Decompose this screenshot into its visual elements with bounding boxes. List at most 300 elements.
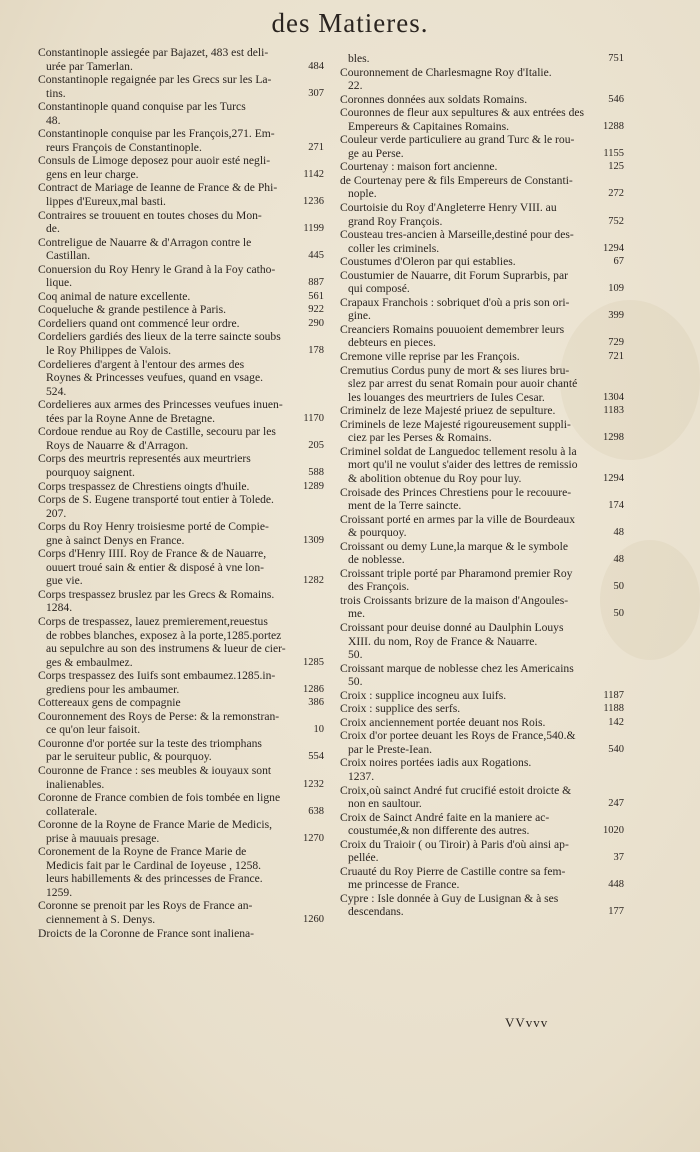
index-line xyxy=(38,466,324,480)
index-line xyxy=(340,350,624,364)
page-reference: 386 xyxy=(308,697,324,709)
entry-text: Creanciers Romains pouuoient demembrer leurs xyxy=(340,322,565,336)
entry-text: me princesse de France. xyxy=(348,878,460,892)
entry-text: Couronnement de Charlesmagne Roy d'Italie. xyxy=(340,65,552,79)
entry-text: Corps des meurtris representés aux meurtriers xyxy=(38,452,251,466)
index-line xyxy=(340,174,624,188)
index-line xyxy=(38,520,324,534)
entry-text: ciennement à S. Denys. xyxy=(46,913,156,926)
entry-text: Consuls de Limoge deposez pour auoir esté negli- xyxy=(38,154,271,168)
page-reference: 48 xyxy=(613,554,624,566)
index-line xyxy=(38,168,324,182)
index-line xyxy=(38,398,324,412)
entry-text: ge au Perse. xyxy=(348,146,404,160)
index-line xyxy=(38,385,324,399)
entry-text: de robbes blanches, exposez à la porte,1285.portez xyxy=(46,628,282,642)
index-line xyxy=(340,553,624,567)
entry-text: Droicts de la Coronne de France sont inaliena- xyxy=(38,926,255,940)
index-line xyxy=(38,683,324,697)
entry-text: XIII. du nom, Roy de France & Nauarre. xyxy=(348,634,538,648)
index-line xyxy=(38,46,324,60)
entry-text: Cordeliers gardiés des lieux de la terre saincte soubs xyxy=(38,330,281,344)
entry-text: Coronnes données aux soldats Romains. xyxy=(340,92,528,106)
index-line xyxy=(38,561,324,575)
entry-text: Cruauté du Roy Pierre de Castille contre sa fem- xyxy=(340,864,566,878)
index-line xyxy=(340,296,624,310)
entry-text: les louanges des meurtriers de Iules Cesar. xyxy=(348,390,545,404)
index-line xyxy=(38,236,324,250)
index-line xyxy=(340,892,624,906)
entry-text: Coustumes d'Oleron par qui establies. xyxy=(340,255,516,269)
index-line xyxy=(38,100,324,114)
entry-text: Conuersion du Roy Henry le Grand à la Foy catho- xyxy=(38,262,276,276)
index-line xyxy=(340,824,624,838)
page-reference: 1298 xyxy=(603,432,624,444)
entry-text: Contreligue de Nauarre & d'Arragon contre le xyxy=(38,235,252,249)
entry-text: Croix : supplice incogneu aux Iuifs. xyxy=(340,688,507,702)
page-reference: 1286 xyxy=(303,683,324,695)
entry-text: inalienables. xyxy=(46,777,105,791)
entry-text: leurs habillements & des princesses de France. xyxy=(46,872,263,886)
page-reference: 177 xyxy=(608,906,624,918)
entry-text: Cottereaux gens de compagnie xyxy=(38,696,181,710)
entry-text: Constantinople assiegée par Bajazet, 483 est deli- xyxy=(38,46,269,59)
index-line xyxy=(340,567,624,581)
entry-text: pellée. xyxy=(348,851,379,865)
entry-text: 1259. xyxy=(46,885,73,899)
entry-text: collaterale. xyxy=(46,804,98,818)
page-reference: 1232 xyxy=(303,778,324,790)
entry-text: Couronnes de fleur aux sepultures & aux entrées des xyxy=(340,106,585,120)
entry-text: gne à sainct Denys en France. xyxy=(46,533,185,547)
page-reference: 1270 xyxy=(303,832,324,844)
entry-text: Courtenay : maison fort ancienne. xyxy=(340,160,498,174)
index-line xyxy=(38,737,324,751)
index-line xyxy=(340,756,624,770)
entry-text: prise à mauuais presage. xyxy=(46,831,160,845)
index-line xyxy=(38,872,324,886)
index-line xyxy=(340,269,624,283)
index-line xyxy=(340,838,624,852)
entry-text: Croissant marque de noblesse chez les Americains xyxy=(340,661,574,675)
entry-text: Coustumier de Nauarre, dit Forum Suprarbis, par xyxy=(340,268,568,282)
entry-text: Croissant triple porté par Pharamond premier Roy xyxy=(340,566,573,580)
entry-text: Cordelieres d'argent à l'entour des armes des xyxy=(38,357,245,371)
index-line xyxy=(38,371,324,385)
entry-text: Couronnement des Roys de Perse: & la remonstran- xyxy=(38,709,280,723)
entry-text: 22. xyxy=(348,79,363,93)
index-line xyxy=(340,662,624,676)
page-reference: 1289 xyxy=(303,480,324,492)
entry-text: Corps du Roy Henry troisiesme porté de Compie- xyxy=(38,520,269,534)
page-reference: 1188 xyxy=(603,703,624,715)
index-line xyxy=(340,865,624,879)
page-reference: 554 xyxy=(308,751,324,763)
index-line xyxy=(38,439,324,453)
entry-text: Corps de trespassez, lauez premierement,reuestus xyxy=(38,614,268,628)
index-line xyxy=(38,290,324,304)
entry-text: par le seruiteur public, & pourquoy. xyxy=(46,750,212,764)
index-line xyxy=(340,540,624,554)
index-column-left xyxy=(38,46,324,940)
entry-text: Couronne d'or portée sur la teste des triomphans xyxy=(38,736,262,750)
entry-text: Roys de Nauarre & d'Arragon. xyxy=(46,438,189,452)
entry-text: ce qu'on leur faisoit. xyxy=(46,723,141,737)
index-line xyxy=(340,486,624,500)
index-line xyxy=(340,147,624,161)
page-reference: 1309 xyxy=(303,534,324,546)
index-line xyxy=(340,93,624,107)
page-reference: 484 xyxy=(308,60,324,72)
entry-text: Contraires se trouuent en toutes choses du Mon- xyxy=(38,208,262,222)
page-reference: 67 xyxy=(613,256,624,268)
page-reference: 752 xyxy=(608,215,624,227)
page-reference: 751 xyxy=(608,53,624,64)
entry-text: Croix anciennement portée deuant nos Rois. xyxy=(340,715,546,729)
index-line xyxy=(340,120,624,134)
page-reference: 729 xyxy=(608,337,624,349)
index-line xyxy=(38,845,324,859)
page-reference: 1236 xyxy=(303,196,324,208)
entry-text: Courtoisie du Roy d'Angleterre Henry VIII. au xyxy=(340,201,557,215)
page-reference: 1294 xyxy=(603,242,624,254)
entry-text: Couronne de France : ses meubles & iouyaux sont xyxy=(38,763,272,777)
index-line xyxy=(38,696,324,710)
index-line xyxy=(340,391,624,405)
page-reference: 445 xyxy=(308,250,324,262)
index-line xyxy=(38,263,324,277)
index-line xyxy=(38,778,324,792)
entry-text: Cypre : Isle donnée à Guy de Lusignan & à ses xyxy=(340,891,559,905)
index-line xyxy=(38,642,324,656)
index-line xyxy=(38,249,324,263)
entry-text: 524. xyxy=(46,384,67,398)
entry-text: le Roy Philippes de Valois. xyxy=(46,344,172,358)
index-line xyxy=(38,750,324,764)
index-line xyxy=(38,805,324,819)
index-line xyxy=(340,364,624,378)
entry-text: Couleur verde particuliere au grand Turc & le rou- xyxy=(340,133,575,147)
entry-text: Castillan. xyxy=(46,249,91,263)
entry-text: urée par Tamerlan. xyxy=(46,59,133,73)
entry-text: Criminels de leze Majesté rigoureusement suppli- xyxy=(340,417,571,431)
index-line xyxy=(340,905,624,919)
index-line xyxy=(340,228,624,242)
index-line xyxy=(38,195,324,209)
index-line xyxy=(340,499,624,513)
page-reference: 37 xyxy=(613,852,624,864)
entry-text: 1237. xyxy=(348,769,375,783)
entry-text: Croissant porté en armes par la ville de Bourdeaux xyxy=(340,512,576,526)
index-line xyxy=(38,425,324,439)
index-line xyxy=(38,452,324,466)
index-line xyxy=(38,73,324,87)
index-line xyxy=(38,588,324,602)
entry-text: nople. xyxy=(348,187,377,201)
entry-text: 1284. xyxy=(46,601,73,615)
entry-text: lique. xyxy=(46,276,73,290)
page-reference: 205 xyxy=(308,439,324,451)
index-line xyxy=(38,710,324,724)
index-line xyxy=(340,513,624,527)
index-line xyxy=(340,689,624,703)
index-line xyxy=(38,601,324,615)
index-line xyxy=(38,859,324,873)
page-reference: 142 xyxy=(608,716,624,728)
index-line xyxy=(38,330,324,344)
entry-text: Coq animal de nature excellente. xyxy=(38,289,191,303)
index-line xyxy=(38,534,324,548)
entry-text: Corps de S. Eugene transporté tout entier à Tolede. xyxy=(38,493,274,507)
index-line xyxy=(340,702,624,716)
index-line xyxy=(38,574,324,588)
index-line xyxy=(340,404,624,418)
entry-text: par le Preste-Iean. xyxy=(348,742,433,756)
entry-text: ment de la Terre saincte. xyxy=(348,499,462,513)
index-line xyxy=(340,580,624,594)
index-line xyxy=(340,458,624,472)
entry-text: Croix noires portées iadis aux Rogations. xyxy=(340,756,532,770)
entry-text: ouuert troué sain & entier & disposé à vne lon- xyxy=(46,560,264,574)
entry-text: Croisade des Princes Chrestiens pour le recouure- xyxy=(340,485,572,499)
entry-text: Crapaux Franchois : sobriquet d'où a pris son ori- xyxy=(340,295,570,309)
entry-text: de. xyxy=(46,222,60,236)
index-line xyxy=(340,323,624,337)
page-reference: 1294 xyxy=(603,472,624,484)
index-line xyxy=(38,791,324,805)
index-line xyxy=(38,60,324,74)
index-line xyxy=(38,723,324,737)
index-line xyxy=(38,209,324,223)
page-reference: 50 xyxy=(613,581,624,593)
index-line xyxy=(38,669,324,683)
entry-text: non en saultour. xyxy=(348,797,422,811)
index-line xyxy=(340,431,624,445)
index-line xyxy=(340,282,624,296)
index-line xyxy=(340,743,624,757)
index-line xyxy=(340,106,624,120)
entry-text: Criminelz de leze Majesté priuez de sepulture. xyxy=(340,404,556,418)
page-reference: 1155 xyxy=(603,147,624,159)
entry-text: Constantinople conquise par les François,271. Em- xyxy=(38,127,275,141)
page-reference: 1260 xyxy=(303,914,324,925)
entry-text: qui composé. xyxy=(348,282,410,296)
page-reference: 1282 xyxy=(303,575,324,587)
entry-text: Coronne se prenoit par les Roys de France an- xyxy=(38,899,253,913)
page-reference: 448 xyxy=(608,879,624,891)
index-line xyxy=(340,784,624,798)
index-line xyxy=(340,215,624,229)
entry-text: reurs François de Constantinople. xyxy=(46,140,202,154)
page-reference: 1187 xyxy=(603,689,624,701)
entry-text: bles. xyxy=(348,52,370,65)
entry-text: Croix : supplice des serfs. xyxy=(340,702,461,716)
page-reference: 125 xyxy=(608,161,624,173)
index-line xyxy=(38,181,324,195)
entry-text: gens en leur charge. xyxy=(46,167,139,181)
page-reference: 1285 xyxy=(303,656,324,668)
entry-text: Contract de Mariage de Ieanne de France & de Phi- xyxy=(38,181,278,195)
entry-text: Constantinople quand conquise par les Turcs xyxy=(38,100,246,114)
entry-text: Cordeliers quand ont commencé leur ordre. xyxy=(38,316,240,330)
index-line xyxy=(340,770,624,784)
index-line xyxy=(38,615,324,629)
entry-text: tées par la Royne Anne de Bretagne. xyxy=(46,411,216,425)
signature-mark: VVvvv xyxy=(505,1015,549,1030)
page-reference: 1020 xyxy=(603,825,624,837)
entry-text: Empereurs & Capitaines Romains. xyxy=(348,119,509,133)
entry-text: debteurs en pieces. xyxy=(348,336,436,350)
index-line xyxy=(340,729,624,743)
entry-text: Coronne de France combien de fois tombée en ligne xyxy=(38,791,281,805)
entry-text: Croissant pour deuise donné au Daulphin Louys xyxy=(340,620,564,634)
index-line xyxy=(38,832,324,846)
index-line xyxy=(38,656,324,670)
index-line xyxy=(340,648,624,662)
entry-text: 50. xyxy=(348,675,363,689)
index-line xyxy=(38,493,324,507)
page-reference: 1304 xyxy=(603,391,624,403)
index-line xyxy=(340,811,624,825)
page-reference: 887 xyxy=(308,277,324,289)
page-reference: 10 xyxy=(313,724,324,736)
entry-text: Constantinople regaignée par les Grecs sur les La- xyxy=(38,73,272,87)
page-reference: 272 xyxy=(608,188,624,200)
page-reference: 48 xyxy=(613,527,624,539)
entry-text: mort qu'il ne voulut s'aider des lettres de remissio xyxy=(348,458,578,472)
entry-text: Medicis fait par le Cardinal de Ioyeuse , 1258. xyxy=(46,858,262,872)
index-line xyxy=(340,797,624,811)
entry-text: 207. xyxy=(46,506,67,520)
index-line xyxy=(340,336,624,350)
page-header: des Matieres. xyxy=(271,8,429,38)
index-line xyxy=(340,242,624,256)
index-line xyxy=(38,927,324,941)
index-line xyxy=(340,377,624,391)
page-reference: 290 xyxy=(308,317,324,329)
page-reference: 721 xyxy=(608,351,624,363)
entry-text: grand Roy François. xyxy=(348,214,443,228)
page-reference: 540 xyxy=(608,743,624,755)
entry-text: Corps d'Henry IIII. Roy de France & de Nauarre, xyxy=(38,547,267,561)
index-line xyxy=(38,412,324,426)
index-line xyxy=(340,851,624,865)
page-reference: 247 xyxy=(608,798,624,810)
index-line xyxy=(38,818,324,832)
index-line xyxy=(38,154,324,168)
entry-text: Corps trespassez des Iuifs sont embaumez.1285.in- xyxy=(38,669,276,683)
index-line xyxy=(38,114,324,128)
entry-text: slez par arrest du senat Romain pour auoir chanté xyxy=(348,377,578,391)
entry-text: Cremutius Cordus puny de mort & ses liures bru- xyxy=(340,363,570,377)
index-line xyxy=(38,886,324,900)
entry-text: grediens pour les ambaumer. xyxy=(46,682,180,696)
index-line xyxy=(340,635,624,649)
entry-text: gue vie. xyxy=(46,574,83,588)
entry-text: Croix d'or portee deuant les Roys de France,540.& xyxy=(340,729,576,743)
index-line xyxy=(38,547,324,561)
entry-text: Corps trespassez de Chrestiens oingts d'huile. xyxy=(38,479,250,493)
index-line xyxy=(340,52,624,66)
entry-text: 50. xyxy=(348,648,363,662)
entry-text: Cordoue rendue au Roy de Castille, secouru par les xyxy=(38,425,276,439)
index-line xyxy=(38,141,324,155)
index-line xyxy=(38,480,324,494)
entry-text: Coronne de la Royne de France Marie de Medicis, xyxy=(38,818,273,832)
index-line xyxy=(340,621,624,635)
entry-text: Croix,où sainct André fut crucifié estoit droicte & xyxy=(340,783,572,797)
entry-text: Cremone ville reprise par les François. xyxy=(340,350,520,364)
page-reference: 1199 xyxy=(303,223,324,235)
page-reference: 399 xyxy=(608,310,624,322)
index-line xyxy=(38,764,324,778)
entry-text: Croix de Sainct André faite en la maniere ac- xyxy=(340,810,550,824)
page-reference: 174 xyxy=(608,500,624,512)
index-line xyxy=(38,317,324,331)
index-line xyxy=(340,79,624,93)
index-line xyxy=(340,526,624,540)
entry-text: ges & embaulmez. xyxy=(46,655,133,669)
entry-text: trois Croissants brizure de la maison d'Angoules- xyxy=(340,593,569,607)
entry-text: Croissant ou demy Lune,la marque & le symbole xyxy=(340,539,568,553)
index-line xyxy=(340,309,624,323)
entry-text: pourquoy saignent. xyxy=(46,465,135,479)
entry-text: coustumée,& non differente des autres. xyxy=(348,824,530,838)
page-reference: 271 xyxy=(308,141,324,153)
page-reference: 588 xyxy=(308,466,324,478)
page-reference: 922 xyxy=(308,304,324,316)
index-line xyxy=(38,629,324,643)
entry-text: de Courtenay pere & fils Empereurs de Constanti- xyxy=(340,173,573,187)
index-line xyxy=(340,160,624,174)
index-line xyxy=(340,418,624,432)
index-line xyxy=(340,594,624,608)
entry-text: & abolition obtenue du Roy pour luy. xyxy=(348,471,522,485)
entry-text: tins. xyxy=(46,86,66,100)
page-reference: 546 xyxy=(608,93,624,105)
entry-text: Coqueluche & grande pestilence à Paris. xyxy=(38,303,227,317)
index-line xyxy=(340,66,624,80)
entry-text: Roynes & Princesses veufues, quand en vsage. xyxy=(46,371,264,385)
entry-text: Cousteau tres-ancien à Marseille,destiné pour des- xyxy=(340,228,574,242)
index-line xyxy=(38,358,324,372)
entry-text: de noblesse. xyxy=(348,553,405,567)
entry-text: au sepulchre au son des instrumens & lueur de cier- xyxy=(46,642,286,656)
index-line xyxy=(340,445,624,459)
index-line xyxy=(340,255,624,269)
index-line xyxy=(38,87,324,101)
index-line xyxy=(340,472,624,486)
entry-text: me. xyxy=(348,607,366,621)
index-line xyxy=(38,127,324,141)
index-line xyxy=(38,344,324,358)
entry-text: 48. xyxy=(46,113,61,127)
index-line xyxy=(38,276,324,290)
page-reference: 109 xyxy=(608,283,624,295)
index-line xyxy=(340,201,624,215)
entry-text: lippes d'Eureux,mal basti. xyxy=(46,195,166,209)
index-line xyxy=(38,222,324,236)
index-column-right xyxy=(340,52,624,919)
page-reference: 1183 xyxy=(603,405,624,417)
index-line xyxy=(340,878,624,892)
entry-text: Croix du Traioir ( ou Tiroir) à Paris d'où ainsi ap- xyxy=(340,837,569,851)
entry-text: Coronement de la Royne de France Marie de xyxy=(38,845,247,859)
index-line xyxy=(38,507,324,521)
entry-text: gine. xyxy=(348,309,371,323)
entry-text: ciez par les Perses & Romains. xyxy=(348,431,492,445)
entry-text: Cordelieres aux armes des Princesses veufues inuen- xyxy=(38,398,283,412)
